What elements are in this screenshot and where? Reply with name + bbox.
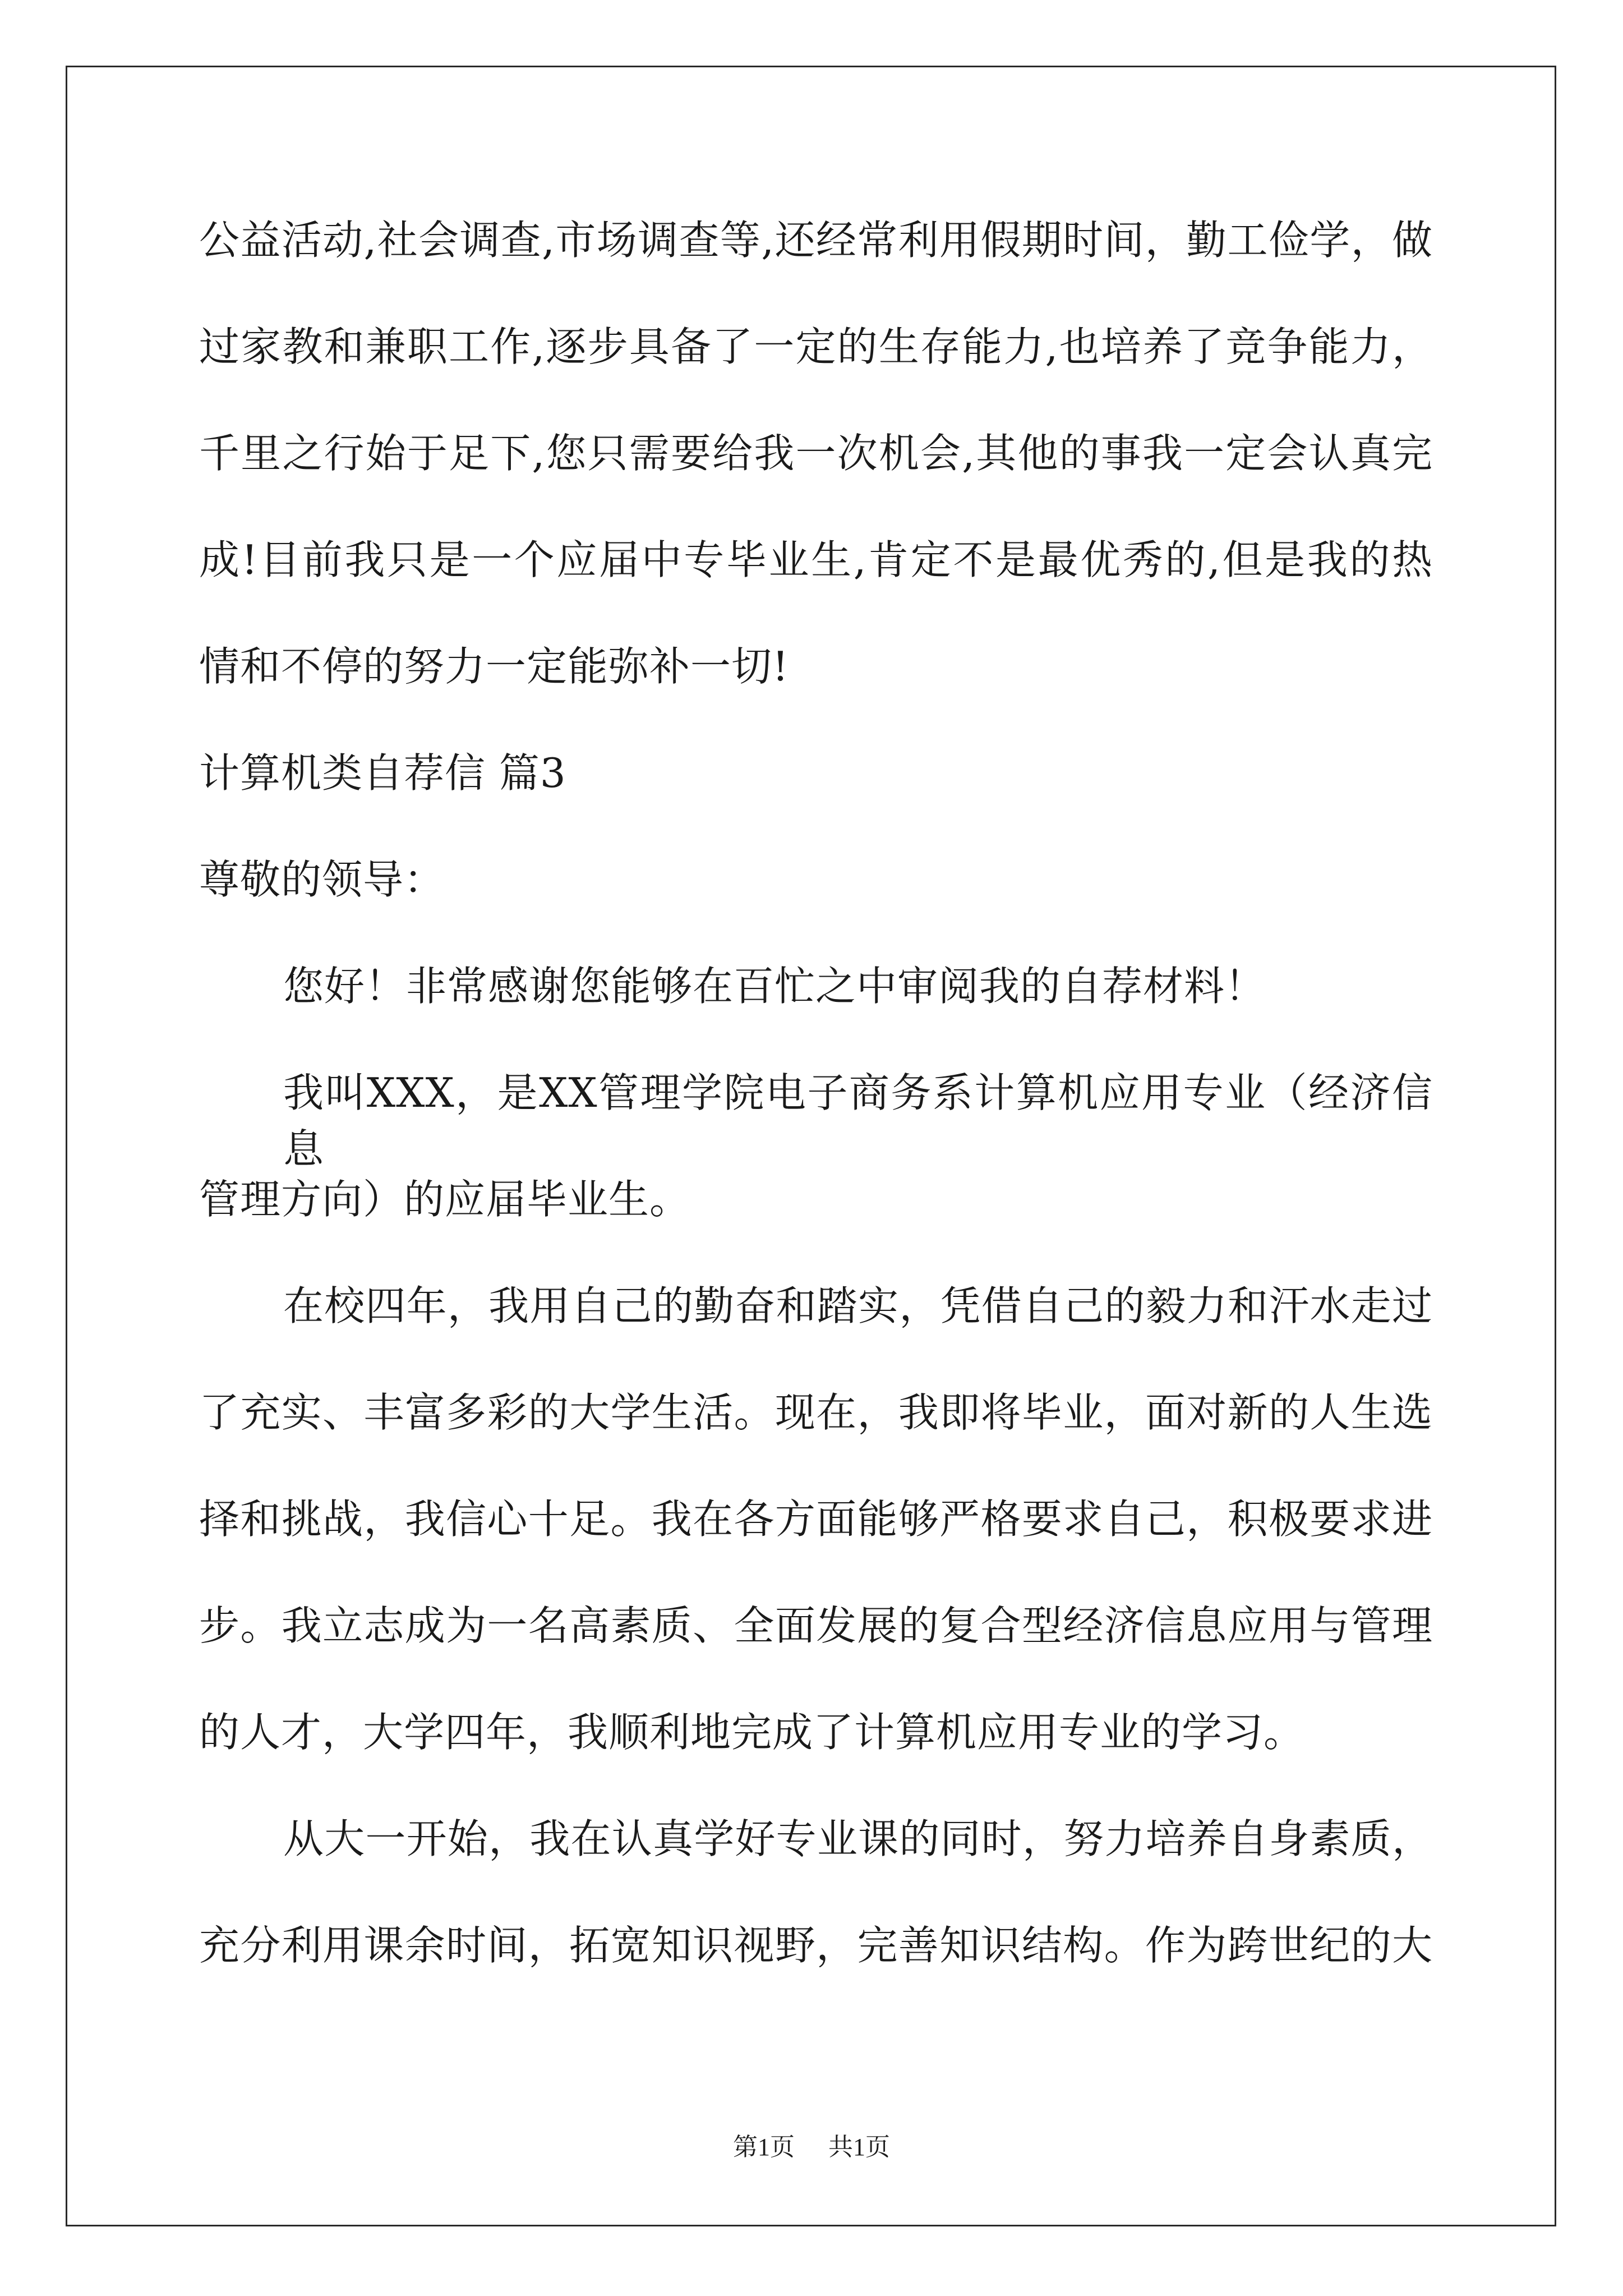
text-line: 我叫XXX，是XX管理学院电子商务系计算机应用专业（经济信息: [283, 1069, 1433, 1172]
text-line: 充分利用课余时间，拓宽知识视野，完善知识结构。作为跨世纪的大: [199, 1922, 1433, 1969]
text-line: 成!目前我只是一个应届中专毕业生,肯定不是最优秀的,但是我的热: [199, 536, 1433, 583]
text-line: 管理方向）的应届毕业生。: [199, 1176, 691, 1223]
text-line: 情和不停的努力一定能弥补一切!: [199, 643, 789, 690]
page-number: 第1页: [733, 2133, 795, 2161]
page-total: 共1页: [828, 2133, 890, 2161]
text-line: 过家教和兼职工作,逐步具备了一定的生存能力,也培养了竞争能力，: [199, 323, 1433, 370]
text-line: 了充实、丰富多彩的大学生活。现在，我即将毕业，面对新的人生选: [199, 1389, 1433, 1436]
text-line: 步。我立志成为一名高素质、全面发展的复合型经济信息应用与管理: [199, 1602, 1433, 1649]
section-heading: 计算机类自荐信 篇3: [199, 749, 566, 797]
salutation: 尊敬的领导：: [199, 856, 445, 903]
text-line: 择和挑战，我信心十足。我在各方面能够严格要求自己，积极要求进: [199, 1496, 1433, 1543]
text-line: 的人才，大学四年，我顺利地完成了计算机应用专业的学习。: [199, 1709, 1305, 1756]
text-line: 公益活动,社会调查,市场调查等,还经常利用假期时间，勤工俭学，做: [199, 217, 1433, 264]
text-line: 在校四年，我用自己的勤奋和踏实，凭借自己的毅力和汗水走过: [283, 1282, 1433, 1329]
text-line: 您好！非常感谢您能够在百忙之中审阅我的自荐材料！: [283, 963, 1266, 1010]
text-line: 从大一开始，我在认真学好专业课的同时，努力培养自身素质，: [283, 1815, 1433, 1862]
text-line: 千里之行始于足下,您只需要给我一次机会,其他的事我一定会认真完: [199, 430, 1433, 477]
page-footer: [0, 2131, 1623, 2164]
